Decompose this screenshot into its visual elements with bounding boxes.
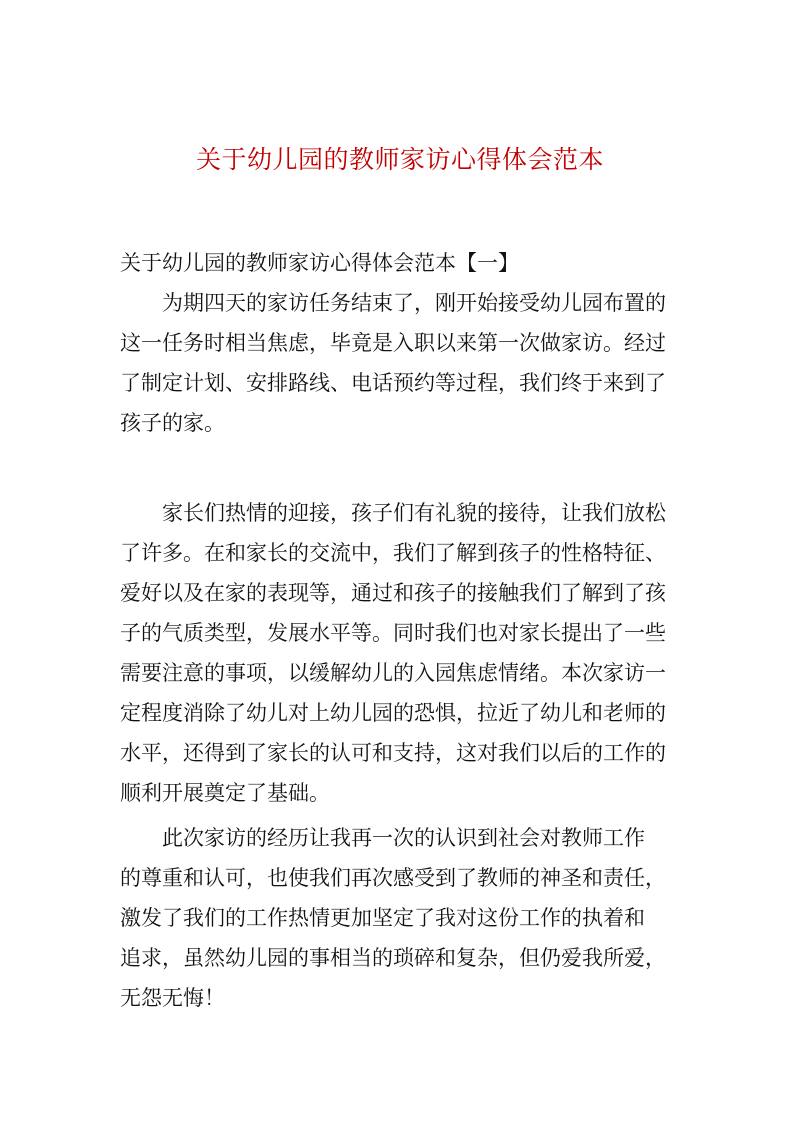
paragraph-line: 无怨无悔！ [120,986,225,1010]
paragraph-1 [120,283,685,443]
paragraph-line: 这一任务时相当焦虑，毕竟是入职以来第一次做家访。经过 [120,331,666,355]
paragraph-line: 水平，还得到了家长的认可和支持，这对我们以后的工作的 [120,741,666,765]
paragraph-line: 了制定计划、安排路线、电话预约等过程，我们终于来到了 [120,371,666,395]
paragraph-line: 了许多。在和家长的交流中，我们了解到孩子的性格特征、 [120,541,666,565]
paragraph-line: 孩子的家。 [120,411,225,435]
section-heading: 关于幼儿园的教师家访心得体会范本【一】 [120,251,519,275]
paragraph-line: 家长们热情的迎接，孩子们有礼貌的接待，让我们放松 [162,501,666,525]
paragraph-line: 追求，虽然幼儿园的事相当的琐碎和复杂，但仍爱我所爱， [120,946,666,970]
paragraph-line: 此次家访的经历让我再一次的认识到社会对教师工作 [162,826,645,850]
paragraph-2 [120,493,685,813]
paragraph-line: 定程度消除了幼儿对上幼儿园的恐惧，拉近了幼儿和老师的 [120,701,666,725]
document-title: 关于幼儿园的教师家访心得体会范本 [195,145,604,174]
paragraph-line: 激发了我们的工作热情更加坚定了我对这份工作的执着和 [120,906,645,930]
paragraph-line: 爱好以及在家的表现等，通过和孩子的接触我们了解到了孩 [120,581,666,605]
paragraph-line: 为期四天的家访任务结束了，刚开始接受幼儿园布置的 [162,291,666,315]
paragraph-line: 的尊重和认可，也使我们再次感受到了教师的神圣和责任， [120,866,666,890]
paragraph-3 [120,818,685,1018]
paragraph-line: 需要注意的事项，以缓解幼儿的入园焦虑情绪。本次家访一 [120,661,666,685]
paragraph-line: 顺利开展奠定了基础。 [120,781,330,805]
paragraph-line: 子的气质类型，发展水平等。同时我们也对家长提出了一些 [120,621,666,645]
